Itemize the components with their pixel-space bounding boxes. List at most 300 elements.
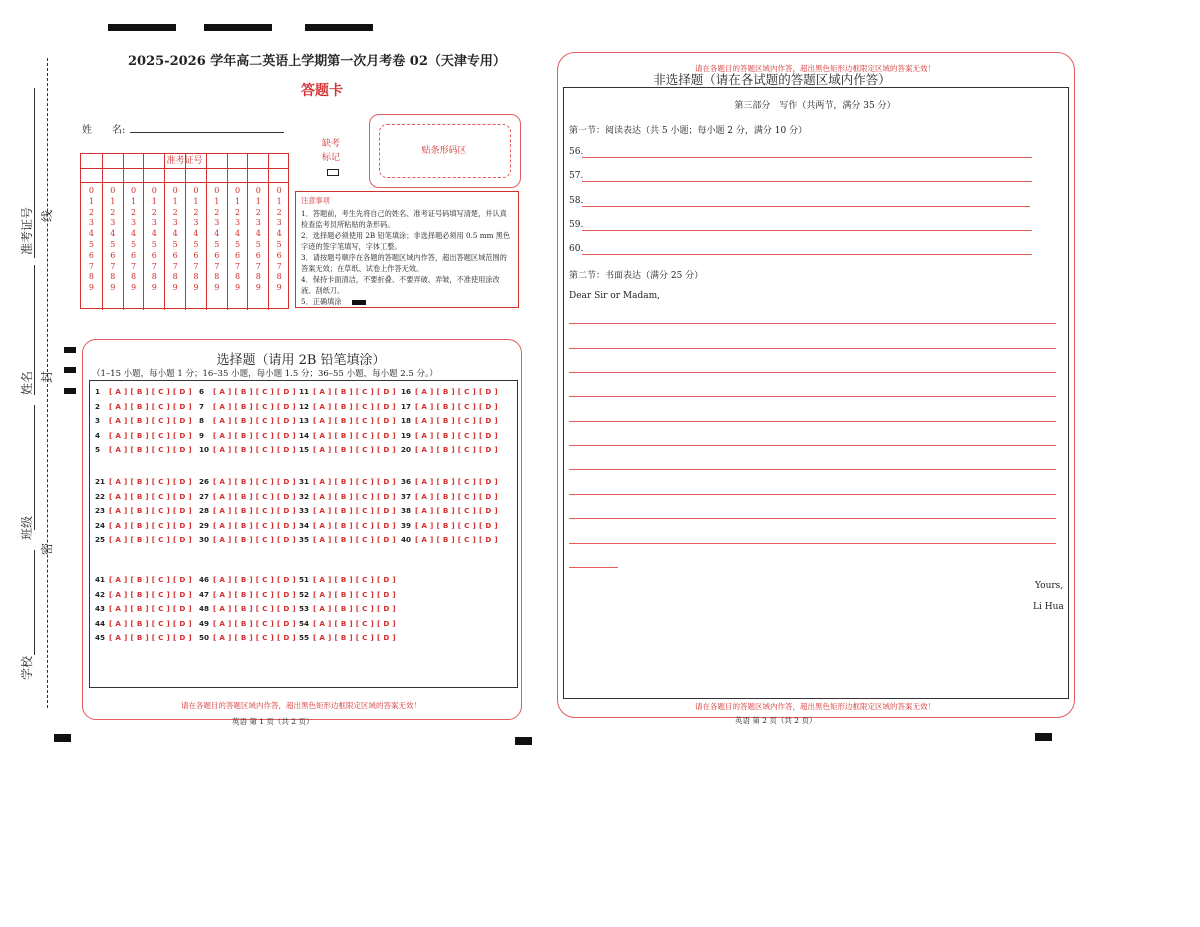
exam-id-digit[interactable]: 2	[234, 207, 241, 217]
answer-options[interactable]: [ A ] [ B ] [ C ] [ D ]	[213, 445, 296, 454]
letter-greeting: Dear Sir or Madam,	[569, 291, 660, 301]
exam-id-digit[interactable]: 0	[193, 186, 199, 195]
exam-id-digit[interactable]: 8	[234, 272, 241, 282]
choice-question-row[interactable]	[299, 633, 396, 642]
exam-id-digit[interactable]: 7	[151, 261, 157, 271]
exam-id-digit[interactable]: 5	[234, 239, 241, 249]
exam-id-digit[interactable]: 4	[110, 229, 116, 239]
side-class-label: 班级	[20, 515, 34, 540]
exam-id-digit[interactable]: 2	[276, 207, 282, 217]
choice-question-row[interactable]	[401, 492, 498, 501]
exam-id-digit[interactable]: 4	[276, 229, 282, 239]
answer-options[interactable]: [ A ] [ B ] [ C ] [ D ]	[313, 506, 396, 515]
exam-id-digit[interactable]: 1	[234, 196, 241, 206]
page-subtitle: 答题卡	[301, 83, 343, 99]
exam-id-digit[interactable]: 3	[276, 218, 282, 228]
choice-subtitle: （1–15 小题，每小题 1 分；16–35 小题，每小题 1.5 分；36–55 小题，每小题 2.5 分。）	[92, 369, 438, 379]
question-number: 47	[199, 589, 210, 599]
answer-options[interactable]: [ A ] [ B ] [ C ] [ D ]	[109, 575, 192, 584]
choice-question-row[interactable]	[199, 445, 296, 454]
answer-options[interactable]: [ A ] [ B ] [ C ] [ D ]	[415, 401, 498, 411]
writing-line[interactable]	[569, 421, 1056, 422]
choice-question-row[interactable]	[95, 521, 192, 530]
exam-id-digit[interactable]: 8	[276, 272, 282, 282]
exam-id-digit[interactable]: 9	[151, 283, 157, 293]
choice-question-row[interactable]	[299, 575, 396, 584]
position-mark	[64, 347, 76, 353]
exam-id-digit[interactable]: 6	[172, 250, 178, 260]
choice-question-row[interactable]	[95, 402, 192, 411]
answer-options[interactable]: [ A ] [ B ] [ C ] [ D ]	[313, 618, 396, 628]
position-mark	[204, 24, 272, 31]
q58-label: 58.	[569, 196, 584, 206]
writing-line-short[interactable]	[569, 567, 618, 568]
question-number: 48	[199, 604, 210, 613]
side-xian-label: 线	[40, 209, 54, 222]
answer-options[interactable]: [ A ] [ B ] [ C ] [ D ]	[109, 535, 192, 544]
choice-question-row[interactable]	[299, 387, 396, 396]
exam-id-digit[interactable]: 1	[88, 196, 94, 206]
choice-question-row[interactable]	[199, 416, 296, 425]
choice-question-row[interactable]	[299, 604, 396, 613]
choice-question-row[interactable]	[401, 445, 498, 454]
choice-question-row[interactable]	[199, 506, 296, 515]
exam-id-digit[interactable]: 6	[255, 250, 261, 260]
answer-options[interactable]: [ A ] [ B ] [ C ] [ D ]	[109, 387, 192, 396]
choice-question-row[interactable]	[299, 445, 396, 454]
exam-id-digit[interactable]: 0	[151, 186, 157, 195]
answer-options[interactable]: [ A ] [ B ] [ C ] [ D ]	[415, 491, 498, 501]
position-mark	[64, 367, 76, 373]
exam-id-digit[interactable]: 6	[88, 250, 94, 260]
absent-checkbox[interactable]	[327, 169, 339, 176]
answer-options[interactable]: [ A ] [ B ] [ C ] [ D ]	[313, 477, 396, 486]
choice-question-row[interactable]	[95, 477, 192, 486]
page-title: 2025-2026 学年高二英语上学期第一次月考卷 02（天津专用）	[128, 54, 506, 69]
exam-id-digit[interactable]: 5	[193, 239, 199, 249]
question-number: 9	[199, 430, 205, 440]
question-number: 6	[199, 387, 205, 396]
choice-question-row[interactable]	[199, 619, 296, 628]
answer-options[interactable]: [ A ] [ B ] [ C ] [ D ]	[313, 575, 396, 584]
exam-id-digit[interactable]: 8	[172, 272, 178, 282]
exam-id-column[interactable]	[102, 154, 123, 310]
exam-id-digit[interactable]: 2	[214, 207, 220, 217]
exam-id-digit[interactable]: 7	[214, 261, 220, 271]
answer-options[interactable]: [ A ] [ B ] [ C ] [ D ]	[109, 477, 192, 486]
q60-answer-line[interactable]	[582, 254, 1032, 255]
exam-id-digit[interactable]: 8	[255, 272, 261, 282]
choice-question-row[interactable]	[199, 575, 296, 584]
choice-question-row[interactable]	[95, 431, 192, 440]
exam-id-digit[interactable]: 3	[255, 218, 261, 228]
choice-question-row[interactable]	[199, 604, 296, 613]
choice-question-row[interactable]	[95, 506, 192, 515]
answer-options[interactable]: [ A ] [ B ] [ C ] [ D ]	[415, 520, 498, 530]
question-number: 44	[95, 618, 106, 628]
exam-id-digit[interactable]: 7	[276, 261, 282, 271]
position-mark	[54, 734, 71, 742]
exam-id-digit[interactable]: 5	[88, 239, 94, 249]
exam-id-column[interactable]	[81, 154, 102, 310]
choice-question-row[interactable]	[401, 477, 498, 486]
exam-id-digit[interactable]: 0	[234, 186, 241, 195]
choice-question-row[interactable]	[199, 402, 296, 411]
exam-id-digit[interactable]: 1	[172, 196, 178, 206]
writing-line[interactable]	[569, 518, 1056, 519]
exam-id-digit[interactable]: 9	[193, 283, 199, 293]
choice-question-row[interactable]	[199, 477, 296, 486]
exam-id-digit[interactable]: 7	[234, 261, 241, 271]
choice-question-row[interactable]	[199, 590, 296, 599]
side-name-label: 姓名	[20, 370, 34, 395]
exam-id-digit[interactable]: 0	[255, 186, 261, 195]
question-number: 5	[95, 445, 101, 454]
choice-question-row[interactable]	[299, 416, 396, 425]
choice-question-row[interactable]	[299, 477, 396, 486]
absent-label: 缺考标记	[321, 139, 340, 163]
exam-id-digit[interactable]: 9	[110, 283, 116, 293]
answer-options[interactable]: [ A ] [ B ] [ C ] [ D ]	[415, 445, 498, 454]
question-number: 14	[299, 430, 310, 440]
exam-id-digit[interactable]: 6	[151, 250, 157, 260]
exam-id-digit[interactable]: 5	[110, 239, 116, 249]
writing-line[interactable]	[569, 445, 1056, 446]
answer-options[interactable]: [ A ] [ B ] [ C ] [ D ]	[415, 506, 498, 515]
note-item: 5．正确填涂	[301, 297, 342, 306]
exam-id-digit[interactable]: 0	[110, 186, 116, 195]
exam-id-digit[interactable]: 0	[276, 186, 282, 195]
answer-options[interactable]: [ A ] [ B ] [ C ] [ D ]	[313, 401, 396, 411]
letter-closing: Yours,	[1035, 581, 1064, 591]
answer-options[interactable]: [ A ] [ B ] [ C ] [ D ]	[109, 491, 192, 501]
exam-id-digit[interactable]: 4	[193, 229, 199, 239]
exam-id-digit[interactable]: 0	[88, 186, 94, 195]
name-field[interactable]	[130, 132, 284, 133]
exam-id-digit[interactable]: 7	[130, 261, 137, 271]
answer-options[interactable]: [ A ] [ B ] [ C ] [ D ]	[313, 589, 396, 599]
exam-id-digit[interactable]: 9	[234, 283, 241, 293]
exam-id-digit[interactable]: 3	[110, 218, 116, 228]
answer-options[interactable]: [ A ] [ B ] [ C ] [ D ]	[213, 401, 296, 411]
exam-id-digit[interactable]: 9	[276, 283, 282, 293]
answer-options[interactable]: [ A ] [ B ] [ C ] [ D ]	[109, 430, 192, 440]
exam-id-digit[interactable]: 1	[255, 196, 261, 206]
choice-question-row[interactable]	[199, 535, 296, 544]
q60-label: 60.	[569, 244, 584, 254]
exam-id-digit[interactable]: 3	[130, 218, 137, 228]
choice-question-row[interactable]	[299, 402, 396, 411]
exam-id-digit[interactable]: 4	[214, 229, 220, 239]
exam-id-column[interactable]	[227, 154, 248, 310]
answer-options[interactable]: [ A ] [ B ] [ C ] [ D ]	[213, 430, 296, 440]
answer-options[interactable]: [ A ] [ B ] [ C ] [ D ]	[313, 604, 396, 613]
answer-options[interactable]: [ A ] [ B ] [ C ] [ D ]	[313, 520, 396, 530]
position-mark	[305, 24, 373, 31]
answer-options[interactable]: [ A ] [ B ] [ C ] [ D ]	[213, 416, 296, 425]
nonchoice-warning: 请在各题目的答题区域内作答，超出黑色矩形边框限定区域的答案无效！	[695, 702, 935, 711]
question-number: 24	[95, 520, 106, 530]
choice-question-row[interactable]	[401, 416, 498, 425]
question-number: 19	[401, 430, 412, 440]
exam-id-digit[interactable]: 2	[88, 207, 94, 217]
exam-id-digit[interactable]: 0	[130, 186, 137, 195]
choice-question-row[interactable]	[199, 387, 296, 396]
exam-id-digit[interactable]: 9	[214, 283, 220, 293]
choice-question-row[interactable]	[299, 590, 396, 599]
answer-options[interactable]: [ A ] [ B ] [ C ] [ D ]	[313, 387, 396, 396]
choice-question-row[interactable]	[95, 387, 192, 396]
exam-id-digit[interactable]: 6	[193, 250, 199, 260]
choice-question-row[interactable]	[95, 590, 192, 599]
choice-question-row[interactable]	[95, 416, 192, 425]
answer-options[interactable]: [ A ] [ B ] [ C ] [ D ]	[415, 416, 498, 425]
exam-id-digit[interactable]: 7	[88, 261, 94, 271]
answer-options[interactable]: [ A ] [ B ] [ C ] [ D ]	[415, 535, 498, 544]
exam-id-column[interactable]	[185, 154, 206, 310]
exam-id-digit[interactable]: 6	[214, 250, 220, 260]
question-number: 30	[199, 535, 210, 544]
side-feng-label: 封	[40, 370, 54, 383]
question-number: 26	[199, 477, 210, 486]
answer-options[interactable]: [ A ] [ B ] [ C ] [ D ]	[213, 618, 296, 628]
exam-id-digit[interactable]: 9	[88, 283, 94, 293]
answer-options[interactable]: [ A ] [ B ] [ C ] [ D ]	[313, 491, 396, 501]
answer-options[interactable]: [ A ] [ B ] [ C ] [ D ]	[415, 387, 498, 396]
writing-line[interactable]	[569, 494, 1056, 495]
choice-question-row[interactable]	[299, 506, 396, 515]
exam-id-digit[interactable]: 1	[214, 196, 220, 206]
exam-id-digit[interactable]: 9	[255, 283, 261, 293]
answer-options[interactable]: [ A ] [ B ] [ C ] [ D ]	[109, 401, 192, 411]
question-number: 21	[95, 477, 106, 486]
answer-options[interactable]: [ A ] [ B ] [ C ] [ D ]	[109, 618, 192, 628]
choice-question-row[interactable]	[401, 521, 498, 530]
choice-question-row[interactable]	[95, 619, 192, 628]
choice-question-row[interactable]	[95, 604, 192, 613]
choice-question-row[interactable]	[299, 535, 396, 544]
exam-id-column[interactable]	[206, 154, 227, 310]
answer-options[interactable]: [ A ] [ B ] [ C ] [ D ]	[213, 520, 296, 530]
exam-id-digit[interactable]: 7	[255, 261, 261, 271]
answer-options[interactable]: [ A ] [ B ] [ C ] [ D ]	[109, 604, 192, 613]
question-number: 41	[95, 575, 106, 584]
exam-id-digit[interactable]: 8	[110, 272, 116, 282]
choice-question-row[interactable]	[199, 431, 296, 440]
answer-options[interactable]: [ A ] [ B ] [ C ] [ D ]	[213, 633, 296, 642]
notes-title: 注意事项	[301, 196, 330, 205]
exam-id-digit[interactable]: 6	[276, 250, 282, 260]
exam-id-digit[interactable]: 5	[214, 239, 220, 249]
choice-question-row[interactable]	[199, 492, 296, 501]
writing-line[interactable]	[569, 372, 1056, 373]
question-number: 40	[401, 535, 412, 544]
exam-id-digit[interactable]: 8	[214, 272, 220, 282]
answer-options[interactable]: [ A ] [ B ] [ C ] [ D ]	[109, 520, 192, 530]
answer-options[interactable]: [ A ] [ B ] [ C ] [ D ]	[109, 633, 192, 642]
question-number: 38	[401, 506, 412, 515]
exam-id-digit[interactable]: 1	[110, 196, 116, 206]
position-mark	[108, 24, 176, 31]
exam-id-digit[interactable]: 8	[151, 272, 157, 282]
answer-options[interactable]: [ A ] [ B ] [ C ] [ D ]	[213, 575, 296, 584]
answer-options[interactable]: [ A ] [ B ] [ C ] [ D ]	[213, 477, 296, 486]
filled-sample-icon	[352, 300, 366, 305]
exam-id-digit[interactable]: 6	[130, 250, 137, 260]
choice-question-row[interactable]	[299, 521, 396, 530]
q56-answer-line[interactable]	[582, 157, 1032, 158]
answer-options[interactable]: [ A ] [ B ] [ C ] [ D ]	[213, 387, 296, 396]
question-number: 51	[299, 575, 310, 584]
exam-id-digit[interactable]: 7	[193, 261, 199, 271]
answer-options[interactable]: [ A ] [ B ] [ C ] [ D ]	[213, 604, 296, 613]
exam-id-digit[interactable]: 1	[151, 196, 157, 206]
exam-id-digit[interactable]: 0	[214, 186, 220, 195]
question-number: 34	[299, 520, 310, 530]
answer-options[interactable]: [ A ] [ B ] [ C ] [ D ]	[213, 506, 296, 515]
writing-line[interactable]	[569, 543, 1056, 544]
exam-id-column[interactable]	[268, 154, 289, 310]
choice-question-row[interactable]	[401, 506, 498, 515]
exam-id-digit[interactable]: 5	[130, 239, 137, 249]
answer-options[interactable]: [ A ] [ B ] [ C ] [ D ]	[109, 416, 192, 425]
choice-question-row[interactable]	[199, 521, 296, 530]
question-number: 2	[95, 401, 101, 411]
question-number: 12	[299, 401, 310, 411]
writing-line[interactable]	[569, 469, 1056, 470]
page-number-2: 英语 第 2 页（共 2 页）	[735, 716, 817, 725]
answer-options[interactable]: [ A ] [ B ] [ C ] [ D ]	[109, 445, 192, 454]
choice-question-row[interactable]	[95, 445, 192, 454]
question-number: 32	[299, 491, 310, 501]
exam-id-digit[interactable]: 5	[172, 239, 178, 249]
exam-id-digit[interactable]: 3	[193, 218, 199, 228]
exam-id-digit[interactable]: 3	[234, 218, 241, 228]
exam-id-column[interactable]	[247, 154, 268, 310]
answer-options[interactable]: [ A ] [ B ] [ C ] [ D ]	[213, 589, 296, 599]
choice-question-row[interactable]	[95, 535, 192, 544]
exam-id-digit[interactable]: 8	[88, 272, 94, 282]
exam-id-digit[interactable]: 7	[110, 261, 116, 271]
answer-options[interactable]: [ A ] [ B ] [ C ] [ D ]	[313, 430, 396, 440]
note-item: 4．保持卡面清洁，不要折叠、不要弄破、弄皱，不准使用涂改液、刮纸刀。	[301, 275, 500, 295]
answer-options[interactable]: [ A ] [ B ] [ C ] [ D ]	[109, 506, 192, 515]
note-item: 3．请按题号顺序在各题的答题区域内作答，超出答题区域范围的答案无效；在草纸、试卷上作答无效。	[301, 253, 507, 273]
exam-id-column[interactable]	[164, 154, 185, 310]
exam-id-label: 准考证号	[81, 154, 288, 169]
choice-question-row[interactable]	[401, 387, 498, 396]
answer-options[interactable]: [ A ] [ B ] [ C ] [ D ]	[313, 445, 396, 454]
q59-label: 59.	[569, 220, 584, 230]
exam-id-digit[interactable]: 2	[255, 207, 261, 217]
exam-id-column[interactable]	[143, 154, 164, 310]
choice-question-row[interactable]	[401, 402, 498, 411]
note-item: 2．选择题必须使用 2B 铅笔填涂；非选择题必须用 0.5 mm 黑色字迹的签字笔填写，字体工整。	[301, 231, 511, 251]
q56-label: 56.	[569, 147, 584, 157]
exam-id-digit[interactable]: 4	[151, 229, 157, 239]
exam-id-digit[interactable]: 8	[193, 272, 199, 282]
choice-question-row[interactable]	[95, 492, 192, 501]
answer-options[interactable]: [ A ] [ B ] [ C ] [ D ]	[415, 430, 498, 440]
exam-id-digit[interactable]: 3	[88, 218, 94, 228]
exam-id-digit[interactable]: 5	[151, 239, 157, 249]
exam-id-digit[interactable]: 3	[151, 218, 157, 228]
exam-id-digit[interactable]: 4	[234, 229, 241, 239]
exam-id-digit[interactable]: 4	[172, 229, 178, 239]
question-number: 27	[199, 491, 210, 501]
exam-id-digit[interactable]: 1	[276, 196, 282, 206]
exam-id-digit[interactable]: 4	[255, 229, 261, 239]
writing-line[interactable]	[569, 323, 1056, 324]
question-number: 31	[299, 477, 310, 486]
answer-options[interactable]: [ A ] [ B ] [ C ] [ D ]	[415, 477, 498, 486]
answer-options[interactable]: [ A ] [ B ] [ C ] [ D ]	[313, 416, 396, 425]
question-number: 13	[299, 416, 310, 425]
exam-id-digit[interactable]: 3	[214, 218, 220, 228]
choice-question-row[interactable]	[299, 492, 396, 501]
answer-options[interactable]: [ A ] [ B ] [ C ] [ D ]	[313, 535, 396, 544]
writing-line[interactable]	[569, 348, 1056, 349]
choice-title: 选择题（请用 2B 铅笔填涂）	[216, 353, 386, 368]
name-label: 姓 名:	[82, 125, 126, 136]
exam-id-digit[interactable]: 0	[172, 186, 178, 195]
question-number: 53	[299, 604, 310, 613]
exam-id-digit[interactable]: 6	[110, 250, 116, 260]
exam-id-digit[interactable]: 1	[130, 196, 137, 206]
q58-answer-line[interactable]	[582, 206, 1030, 207]
question-number: 33	[299, 506, 310, 515]
exam-id-column[interactable]	[123, 154, 144, 310]
exam-id-digit[interactable]: 5	[255, 239, 261, 249]
question-number: 55	[299, 633, 310, 642]
choice-question-row[interactable]	[299, 431, 396, 440]
exam-id-digit[interactable]: 6	[234, 250, 241, 260]
choice-question-row[interactable]	[95, 633, 192, 642]
exam-id-digit[interactable]: 2	[151, 207, 157, 217]
exam-id-digit[interactable]: 5	[276, 239, 282, 249]
exam-id-digit[interactable]: 8	[130, 272, 137, 282]
answer-options[interactable]: [ A ] [ B ] [ C ] [ D ]	[109, 589, 192, 599]
question-number: 15	[299, 445, 310, 454]
choice-question-row[interactable]	[401, 431, 498, 440]
exam-id-digit[interactable]: 7	[172, 261, 178, 271]
exam-id-digit[interactable]: 4	[130, 229, 137, 239]
exam-id-digit[interactable]: 9	[172, 283, 178, 293]
exam-id-digit[interactable]: 9	[130, 283, 137, 293]
answer-options[interactable]: [ A ] [ B ] [ C ] [ D ]	[213, 535, 296, 544]
answer-options[interactable]: [ A ] [ B ] [ C ] [ D ]	[213, 491, 296, 501]
exam-id-digit[interactable]: 1	[193, 196, 199, 206]
question-number: 20	[401, 445, 412, 454]
question-number: 35	[299, 535, 310, 544]
choice-question-row[interactable]	[401, 535, 498, 544]
choice-question-row[interactable]	[199, 633, 296, 642]
exam-id-digit[interactable]: 2	[110, 207, 116, 217]
exam-id-digit[interactable]: 4	[88, 229, 94, 239]
question-number: 50	[199, 633, 210, 642]
choice-question-row[interactable]	[95, 575, 192, 584]
q59-answer-line[interactable]	[582, 230, 1032, 231]
exam-id-digit[interactable]: 2	[193, 207, 199, 217]
answer-options[interactable]: [ A ] [ B ] [ C ] [ D ]	[313, 633, 396, 642]
q57-answer-line[interactable]	[582, 181, 1032, 182]
writing-line[interactable]	[569, 396, 1056, 397]
exam-id-digit[interactable]: 2	[130, 207, 137, 217]
exam-id-digit[interactable]: 3	[172, 218, 178, 228]
choice-question-row[interactable]	[299, 619, 396, 628]
side-zkzh-label: 准考证号	[20, 206, 34, 255]
exam-id-digit[interactable]: 2	[172, 207, 178, 217]
